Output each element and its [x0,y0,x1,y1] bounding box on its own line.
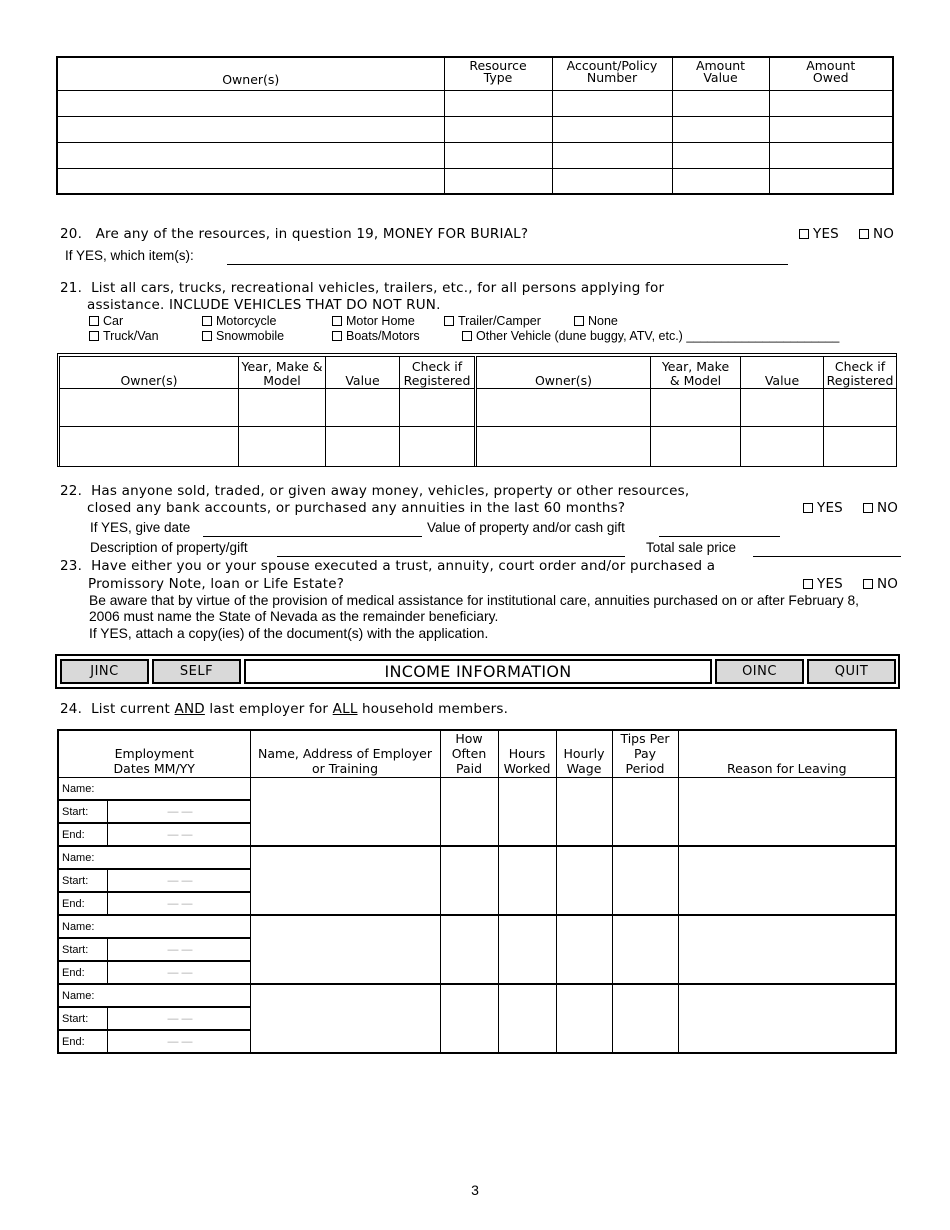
q22-number: 22. [60,483,83,499]
type-cell[interactable] [444,142,552,168]
emp-col-employer: Name, Address of Employer or Training [250,730,440,778]
owner-cell[interactable] [477,389,651,427]
start-date-field[interactable]: — — [107,800,250,823]
end-date-field[interactable]: — — [107,892,250,914]
account-cell[interactable] [552,168,672,194]
car-label: Car [103,314,124,328]
q23-number: 23. [60,558,83,574]
type-cell[interactable] [444,168,552,194]
owner-cell[interactable] [60,389,239,427]
emp-col-wage: Hourly Wage [556,730,612,778]
q24-text-pre: List current [91,701,175,717]
q20-number: 20. [60,226,83,242]
employment-entry [58,915,896,984]
col-account-number: Account/Policy Number [552,57,672,90]
value-cell[interactable] [741,427,824,467]
employment-dates-cell [58,846,250,915]
motor-home-label: Motor Home [346,314,415,328]
motorcycle-label: Motorcycle [216,314,277,328]
emp-col-dates: Employment Dates MM/YY [58,730,250,778]
start-label: Start: [59,800,107,823]
veh-col-ymm: Year, Make & Model [239,357,326,389]
how-often-cell[interactable] [440,778,498,847]
owner-cell[interactable] [477,427,651,467]
snowmobile-checkbox[interactable] [202,331,212,341]
veh-col-ymm: Year, Make & Model [651,357,741,389]
owed-cell[interactable] [769,168,893,194]
employment-dates-cell [58,778,250,847]
end-label: End: [59,1030,107,1052]
section-title: INCOME INFORMATION [244,659,712,684]
col-owners: Owner(s) [57,57,444,90]
vehicle-option-none[interactable] [574,314,618,328]
q20-no-checkbox[interactable] [859,229,869,239]
end-date-field[interactable]: — — [107,823,250,845]
q23-no-checkbox[interactable] [863,579,873,589]
name-label[interactable]: Name: [62,851,95,864]
ymm-cell[interactable] [651,427,741,467]
resources-table [56,56,894,195]
owner-cell[interactable] [57,142,444,168]
type-cell[interactable] [444,116,552,142]
veh-col-owners: Owner(s) [60,357,239,389]
emp-col-how-often: How Often Paid [440,730,498,778]
name-label[interactable]: Name: [62,920,95,933]
vehicle-option-trailer[interactable] [444,314,541,328]
tips-cell[interactable] [612,915,678,984]
table-row [57,142,893,168]
table-row [60,389,475,427]
how-often-cell[interactable] [440,915,498,984]
wage-cell[interactable] [556,984,612,1053]
q23-yes-checkbox[interactable] [803,579,813,589]
table-row [57,168,893,194]
ymm-cell[interactable] [239,389,326,427]
owner-cell[interactable] [57,168,444,194]
tips-cell[interactable] [612,778,678,847]
q22-yes-checkbox[interactable] [803,503,813,513]
owed-cell[interactable] [769,116,893,142]
employment-dates-cell [58,984,250,1053]
q22-sale-field[interactable] [753,556,901,557]
q22-date-label: If YES, give date [90,520,191,535]
q23-no-label: NO [877,576,899,592]
q22-question [60,483,689,499]
vehicle-table-right [476,356,897,467]
q21-question [60,280,664,296]
veh-col-value: Value [741,357,824,389]
reason-cell[interactable] [678,846,896,915]
q23-no-option[interactable] [863,576,898,592]
end-label: End: [59,961,107,983]
reason-cell[interactable] [678,915,896,984]
q22-no-option[interactable] [863,500,898,516]
owed-cell[interactable] [769,90,893,116]
q23-line1: Have either you or your spouse executed a trust, annuity, court order and/or purchased a [91,558,716,574]
q22-sale-label: Total sale price [646,540,737,555]
motor-home-checkbox[interactable] [332,316,342,326]
account-cell[interactable] [552,116,672,142]
q20-yes-label: YES [813,226,839,242]
income-navigation-bar [55,654,900,689]
q24-text-post: household members. [357,701,509,717]
q20-no-option[interactable] [859,226,894,242]
reason-cell[interactable] [678,778,896,847]
truck-checkbox[interactable] [89,331,99,341]
q20-yes-option[interactable] [799,226,839,242]
vehicle-table [57,353,897,467]
motorcycle-checkbox[interactable] [202,316,212,326]
q22-no-checkbox[interactable] [863,503,873,513]
q24-number: 24. [60,701,83,717]
value-cell[interactable] [741,389,824,427]
other-vehicle-field[interactable]: ______________________ [686,329,840,343]
employment-dates-cell [58,915,250,984]
table-row [57,90,893,116]
other-vehicle-checkbox[interactable] [462,331,472,341]
jinc-button[interactable]: JINC [60,659,149,684]
veh-col-owners: Owner(s) [477,357,651,389]
registered-cell[interactable] [824,427,897,467]
value-cell[interactable] [326,427,400,467]
q21-line1: List all cars, trucks, recreational vehicles, trailers, etc., for all persons applying for [91,280,665,296]
q22-value-label: Value of property and/or cash gift [427,520,625,535]
q22-date-field[interactable] [203,536,422,537]
hours-cell[interactable] [498,915,556,984]
col-amount-owed: Amount Owed [769,57,893,90]
account-cell[interactable] [552,90,672,116]
tips-cell[interactable] [612,984,678,1053]
boats-checkbox[interactable] [332,331,342,341]
col-amount-value: Amount Value [672,57,769,90]
q23-yes-label: YES [817,576,843,592]
name-label[interactable]: Name: [62,782,95,795]
table-row [477,427,897,467]
q21-number: 21. [60,280,83,296]
q22-value-field[interactable] [659,536,780,537]
q22-yes-option[interactable] [803,500,843,516]
name-label[interactable]: Name: [62,989,95,1002]
employer-cell[interactable] [250,778,440,847]
employer-cell[interactable] [250,984,440,1053]
vehicle-option-snowmobile[interactable] [202,329,284,343]
value-cell[interactable] [672,142,769,168]
veh-col-value: Value [326,357,400,389]
start-label: Start: [59,869,107,892]
q22-no-label: NO [877,500,899,516]
vehicle-option-motor-home[interactable] [332,314,415,328]
hours-cell[interactable] [498,846,556,915]
q20-text: Are any of the resources, in question 19, MONEY FOR BURIAL? [95,226,529,242]
self-button[interactable]: SELF [152,659,241,684]
boats-label: Boats/Motors [346,329,420,343]
q22-description-field[interactable] [277,556,625,557]
trailer-label: Trailer/Camper [458,314,541,328]
vehicle-option-truck[interactable] [89,329,159,343]
q22-line1: Has anyone sold, traded, or given away money, vehicles, property or other resources, [91,483,690,499]
veh-col-registered: Check if Registered [824,357,897,389]
value-cell[interactable] [326,389,400,427]
vehicle-table-left [59,356,475,467]
emp-col-hours: Hours Worked [498,730,556,778]
registered-cell[interactable] [824,389,897,427]
q20-no-label: NO [873,226,895,242]
start-label: Start: [59,938,107,961]
wage-cell[interactable] [556,846,612,915]
registered-cell[interactable] [400,427,475,467]
employment-entry [58,984,896,1053]
hours-cell[interactable] [498,984,556,1053]
vehicle-option-motorcycle[interactable] [202,314,276,328]
q21-line2: assistance. INCLUDE VEHICLES THAT DO NOT RUN. [87,297,441,313]
how-often-cell[interactable] [440,846,498,915]
page-number: 3 [471,1182,479,1198]
start-date-field[interactable]: — — [107,869,250,892]
wage-cell[interactable] [556,778,612,847]
owner-cell[interactable] [57,90,444,116]
truck-label: Truck/Van [103,329,159,343]
how-often-cell[interactable] [440,984,498,1053]
tips-cell[interactable] [612,846,678,915]
end-date-field[interactable]: — — [107,961,250,983]
trailer-checkbox[interactable] [444,316,454,326]
q22-description-label: Description of property/gift [90,540,248,555]
value-cell[interactable] [672,90,769,116]
other-vehicle-label: Other Vehicle (dune buggy, ATV, etc.) [476,329,683,343]
car-checkbox[interactable] [89,316,99,326]
veh-col-registered: Check if Registered [400,357,475,389]
account-cell[interactable] [552,142,672,168]
wage-cell[interactable] [556,915,612,984]
q24-all: ALL [332,701,358,717]
reason-cell[interactable] [678,984,896,1053]
q20-yes-checkbox[interactable] [799,229,809,239]
q23-question [60,558,715,574]
col-resource-type: Resource Type [444,57,552,90]
vehicle-option-boats[interactable] [332,329,420,343]
q20-question [60,226,528,242]
quit-button[interactable]: QUIT [807,659,896,684]
value-cell[interactable] [672,116,769,142]
start-date-field[interactable]: — — [107,938,250,961]
q24-text-mid: last employer for [204,701,333,717]
registered-cell[interactable] [400,389,475,427]
end-label: End: [59,823,107,845]
vehicle-option-car[interactable] [89,314,123,328]
table-row [60,427,475,467]
table-row [477,389,897,427]
q20-items-field[interactable] [227,264,788,265]
q24-and: AND [174,701,205,717]
q23-notice-line2: 2006 must name the State of Nevada as the remainder beneficiary. [89,609,499,624]
ymm-cell[interactable] [239,427,326,467]
snowmobile-label: Snowmobile [216,329,285,343]
start-label: Start: [59,1007,107,1030]
end-label: End: [59,892,107,914]
q23-attach-note: If YES, attach a copy(ies) of the document(s) with the application. [89,626,489,641]
employment-table [57,729,897,1054]
q23-line2: Promissory Note, loan or Life Estate? [88,576,345,592]
employment-entry [58,778,896,847]
q23-yes-option[interactable] [803,576,843,592]
hours-cell[interactable] [498,778,556,847]
owed-cell[interactable] [769,142,893,168]
owner-cell[interactable] [60,427,239,467]
value-cell[interactable] [672,168,769,194]
q23-notice-line1: Be aware that by virtue of the provision of medical assistance for institutional care, annuities purchased on or after February 8, [89,593,859,608]
q22-line2: closed any bank accounts, or purchased any annuities in the last 60 months? [87,500,626,516]
q20-followup-label: If YES, which item(s): [65,248,194,263]
end-date-field[interactable]: — — [107,1030,250,1052]
q24-question [60,701,508,717]
employment-entry [58,846,896,915]
none-label: None [588,314,618,328]
ymm-cell[interactable] [651,389,741,427]
q22-yes-label: YES [817,500,843,516]
oinc-button[interactable]: OINC [715,659,804,684]
table-row [57,116,893,142]
emp-col-tips: Tips Per Pay Period [612,730,678,778]
owner-cell[interactable] [57,116,444,142]
employer-cell[interactable] [250,846,440,915]
vehicle-option-other[interactable] [462,329,839,343]
type-cell[interactable] [444,90,552,116]
none-checkbox[interactable] [574,316,584,326]
employer-cell[interactable] [250,915,440,984]
emp-col-reason: Reason for Leaving [678,730,896,778]
start-date-field[interactable]: — — [107,1007,250,1030]
